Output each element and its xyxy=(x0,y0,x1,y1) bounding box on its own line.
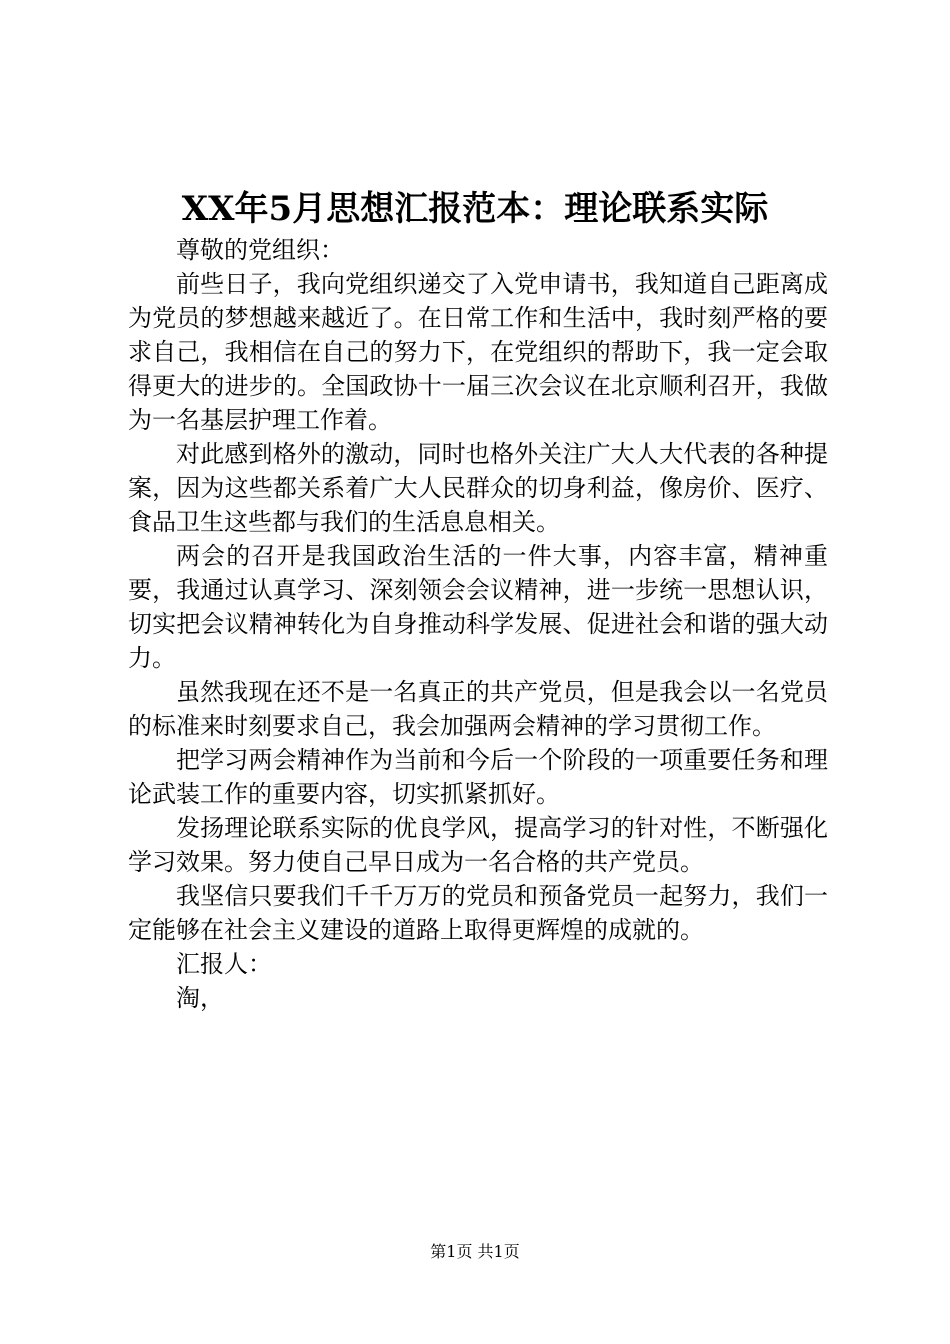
paragraph: 把学习两会精神作为当前和今后一个阶段的一项重要任务和理论武装工作的重要内容，切实抓紧抓好。 xyxy=(128,746,828,808)
paragraph: 前些日子，我向党组织递交了入党申请书，我知道自己距离成为党员的梦想越来越近了。在日常工作和生活中，我时刻严格的要求自己，我相信在自己的努力下，在党组织的帮助下，我一定会取得更大的进步的。全国政协十一届三次会议在北京顺利召开，我做为一名基层护理工作着。 xyxy=(128,270,828,434)
paragraph: 我坚信只要我们千千万万的党员和预备党员一起努力，我们一定能够在社会主义建设的道路上取得更辉煌的成就的。 xyxy=(128,882,828,944)
reporter-label: 汇报人： xyxy=(176,950,272,978)
page-footer xyxy=(0,1240,950,1264)
salutation: 尊敬的党组织： xyxy=(176,236,344,264)
paragraph: 发扬理论联系实际的优良学风，提高学习的针对性，不断强化学习效果。努力使自己早日成为一名合格的共产党员。 xyxy=(128,814,828,876)
document-body xyxy=(128,233,828,1015)
page-number: 第1页 xyxy=(430,1242,473,1261)
paragraph: 对此感到格外的激动，同时也格外关注广大人大代表的各种提案，因为这些都关系着广大人民群众的切身利益，像房价、医疗、食品卫生这些都与我们的生活息息相关。 xyxy=(128,440,828,536)
page-total: 共1页 xyxy=(477,1242,520,1261)
document-title: XX年5月思想汇报范本：理论联系实际 xyxy=(181,189,769,229)
paragraph: 两会的召开是我国政治生活的一件大事，内容丰富，精神重要，我通过认真学习、深刻领会会议精神，进一步统一思想认识，切实把会议精神转化为自身推动科学发展、促进社会和谐的强大动力。 xyxy=(128,542,828,672)
paragraph: 虽然我现在还不是一名真正的共产党员，但是我会以一名党员的标准来时刻要求自己，我会加强两会精神的学习贯彻工作。 xyxy=(128,678,828,740)
reporter-name: 淘， xyxy=(176,984,224,1012)
